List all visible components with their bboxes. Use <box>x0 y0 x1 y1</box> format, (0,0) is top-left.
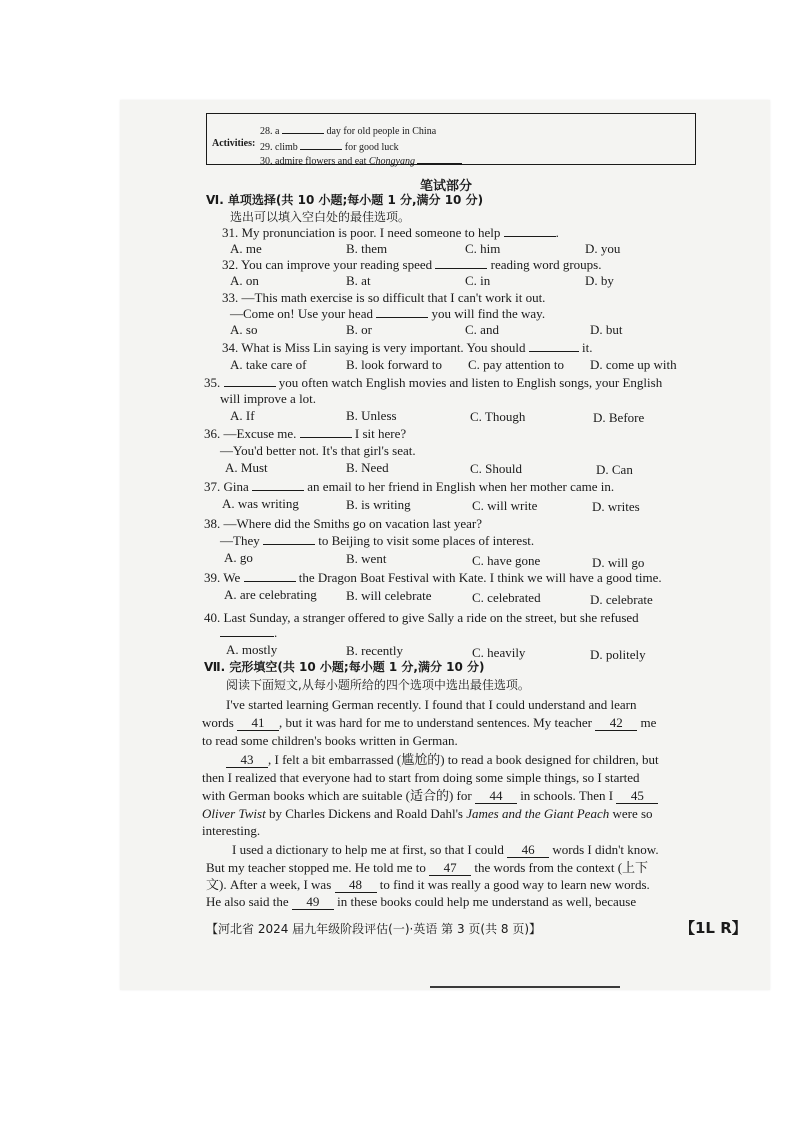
passage-p1-line2: words 41 , but it was hard for me to understand sentences. My teacher 42 me <box>202 715 657 730</box>
q37-option-c: C. will write <box>472 498 538 513</box>
activities-box <box>206 113 696 165</box>
passage-p2-line1: 43 , I felt a bit embarrassed (尴尬的) to read a book designed for children, but <box>226 752 659 768</box>
blank-46[interactable]: 46 <box>507 843 549 858</box>
q33-option-d: D. but <box>590 322 623 337</box>
passage-p1-line1: I've started learning German recently. I found that I could understand and learn <box>226 697 637 712</box>
paper-code: 【1L R】 <box>680 919 747 937</box>
blank-41[interactable]: 41 <box>237 716 279 731</box>
q37-option-a: A. was writing <box>222 496 299 511</box>
q40-option-b: B. recently <box>346 643 404 658</box>
passage-p3-line3: 文). After a week, I was 48 to find it was really a good way to learn new words. <box>206 877 650 892</box>
page-footer: 【河北省 2024 届九年级阶段评估(一)·英语 第 3 页(共 8 页)】 <box>206 922 542 936</box>
question-33: 33. —This math exercise is so difficult that I can't work it out. <box>222 290 546 305</box>
activities-label: Activities: <box>212 138 256 149</box>
question-33-reply: —Come on! Use your head you will find the way. <box>230 306 546 321</box>
part6-heading: Ⅵ. 单项选择(共 10 小题;每小题 1 分,满分 10 分) <box>206 193 484 207</box>
question-37: 37. Gina an email to her friend in English when her mother came in. <box>204 479 615 494</box>
passage-p2-line4: Oliver Twist by Charles Dickens and Roald Dahl's James and the Giant Peach were so <box>202 806 653 821</box>
q33-option-c: C. and <box>465 322 499 337</box>
activity-28: 28. a day for old people in China <box>260 122 436 137</box>
q39-option-c: C. celebrated <box>472 590 541 605</box>
bottom-rule <box>430 986 620 988</box>
passage-p3-line1: I used a dictionary to help me at first, so that I could 46 words I didn't know. <box>232 842 659 857</box>
blank-47[interactable]: 47 <box>429 861 471 876</box>
q40-option-a: A. mostly <box>226 642 278 657</box>
q34-option-a: A. take care of <box>230 357 307 372</box>
passage-p1-line3: to read some children's books written in German. <box>202 733 458 748</box>
question-32: 32. You can improve your reading speed reading word groups. <box>222 257 602 272</box>
part6-instruction: 选出可以填入空白处的最佳选项。 <box>230 210 411 224</box>
q31-option-a: A. me <box>230 241 262 256</box>
passage-p2-line2: then I realized that everyone had to start from doing some simple things, so I started <box>202 770 640 785</box>
q36-option-a: A. Must <box>225 460 268 475</box>
question-40: 40. Last Sunday, a stranger offered to give Sally a ride on the street, but she refused <box>204 610 639 625</box>
activity-30: 30. admire flowers and eat Chongyang <box>260 152 462 167</box>
q40-option-c: C. heavily <box>472 645 526 660</box>
q39-option-d: D. celebrate <box>590 592 653 607</box>
section-title: 笔试部分 <box>420 179 473 194</box>
passage-p2-line3: with German books which are suitable (适合的) for 44 in schools. Then I 45 <box>202 788 658 804</box>
question-38: 38. —Where did the Smiths go on vacation last year? <box>204 516 482 531</box>
question-38-reply: —They to Beijing to visit some places of interest. <box>220 533 535 548</box>
q33-option-b: B. or <box>346 322 372 337</box>
blank-48[interactable]: 48 <box>335 878 377 893</box>
question-34: 34. What is Miss Lin saying is very important. You should it. <box>222 340 593 355</box>
question-36: 36. —Excuse me. I sit here? <box>204 426 407 441</box>
q32-option-a: A. on <box>230 273 259 288</box>
q34-option-b: B. look forward to <box>346 357 443 372</box>
part7-heading: Ⅶ. 完形填空(共 10 小题;每小题 1 分,满分 10 分) <box>204 660 485 674</box>
q39-option-b: B. will celebrate <box>346 588 432 603</box>
q35-option-b: B. Unless <box>346 408 397 423</box>
question-31: 31. My pronunciation is poor. I need someone to help . <box>222 225 559 240</box>
blank-42[interactable]: 42 <box>595 716 637 731</box>
q39-option-a: A. are celebrating <box>224 587 317 602</box>
question-40-cont: . <box>220 625 277 640</box>
blank-45[interactable]: 45 <box>616 789 658 804</box>
q32-option-c: C. in <box>465 273 491 288</box>
question-39: 39. We the Dragon Boat Festival with Kate. I think we will have a good time. <box>204 570 662 585</box>
q31-option-b: B. them <box>346 241 388 256</box>
q38-option-b: B. went <box>346 551 387 566</box>
q36-option-d: D. Can <box>596 462 633 477</box>
blank-44[interactable]: 44 <box>475 789 517 804</box>
question-35: 35. you often watch English movies and listen to English songs, your English <box>204 375 663 390</box>
q33-option-a: A. so <box>230 322 258 337</box>
q35-option-d: D. Before <box>593 410 645 425</box>
q34-option-d: D. come up with <box>590 357 677 372</box>
q34-option-c: C. pay attention to <box>468 357 565 372</box>
q32-option-b: B. at <box>346 273 371 288</box>
q36-option-b: B. Need <box>346 460 389 475</box>
blank-43[interactable]: 43 <box>226 753 268 768</box>
q36-option-c: C. Should <box>470 461 523 476</box>
passage-p3-line2: But my teacher stopped me. He told me to 47 the words from the context (上下 <box>206 860 649 875</box>
q38-option-d: D. will go <box>592 555 645 570</box>
q38-option-c: C. have gone <box>472 553 541 568</box>
q37-option-d: D. writes <box>592 499 640 514</box>
q40-option-d: D. politely <box>590 647 646 662</box>
question-36-reply: —You'd better not. It's that girl's seat. <box>220 443 416 458</box>
q35-option-c: C. Though <box>470 409 526 424</box>
passage-p3-line4: He also said the 49 in these books could help me understand as well, because <box>206 894 637 909</box>
q37-option-b: B. is writing <box>346 497 411 512</box>
q35-option-a: A. If <box>230 408 255 423</box>
part7-instruction: 阅读下面短文,从每小题所给的四个选项中选出最佳选项。 <box>226 678 530 692</box>
activity-29: 29. climb for good luck <box>260 138 399 153</box>
q31-option-c: C. him <box>465 241 501 256</box>
q32-option-d: D. by <box>585 273 614 288</box>
question-35-cont: will improve a lot. <box>220 391 317 406</box>
q38-option-a: A. go <box>224 550 253 565</box>
q31-option-d: D. you <box>585 241 621 256</box>
passage-p2-line5: interesting. <box>202 823 261 838</box>
blank-49[interactable]: 49 <box>292 895 334 910</box>
